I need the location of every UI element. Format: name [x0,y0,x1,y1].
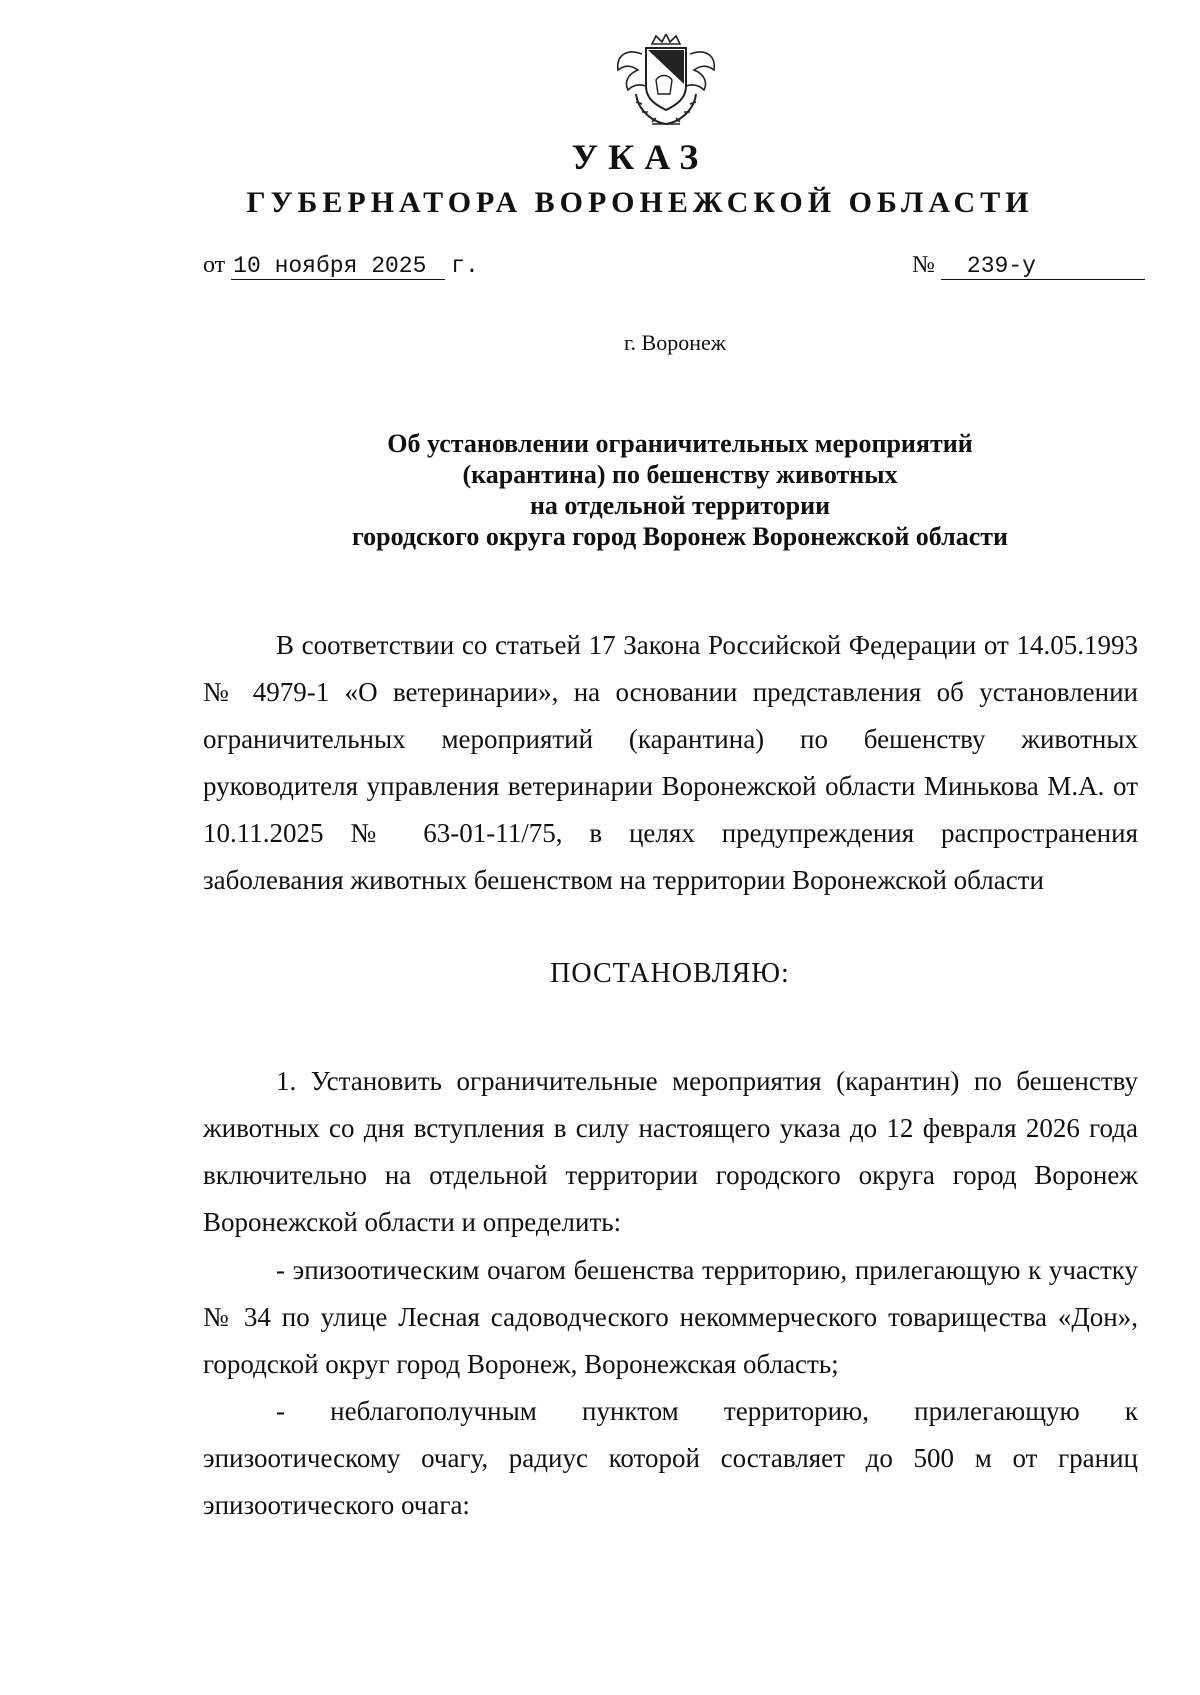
date-prefix: от [203,252,226,278]
number-value: 239-у [966,253,1036,279]
date-value: 10 ноября 2025 [233,253,427,279]
number-prefix: № [912,252,935,278]
subject-line-4: городского округа город Воронеж Воронежской области [351,522,1009,551]
date-field [203,252,479,280]
subject-line-1: Об установлении ограничительных мероприятий [387,429,973,458]
decree-heading: ПОСТАНОВЛЯЮ: [550,958,790,989]
city-name: г. Воронеж [624,330,726,355]
item-1-paragraph: 1. Установить ограничительные мероприятия (карантин) по бешенству животных со дня вступления в силу настоящего указа до 12 февраля 2026 года включительно на отдельной территории городского округа город Воронеж Воронежской области и определить: [203,1066,1138,1237]
number-field [912,252,1145,280]
document-subtitle: ГУБЕРНАТОРА ВОРОНЕЖСКОЙ ОБЛАСТИ [246,186,1034,219]
subject-line-2: (карантина) по бешенству животных [462,460,898,489]
preamble-paragraph: В соответствии со статьей 17 Закона Российской Федерации от 14.05.1993 № 4979-1 «О ветеринарии», на основании представления об установлении ограничительных мероприятий (карантина) по бешенству животных руководителя управления ветеринарии Воронежской области Минькова М.А. от 10.11.2025 № 63-01-11/75, в целях предупреждения распространения заболевания животных бешенством на территории Воронежской области [203,630,1138,895]
date-value-line [231,252,445,280]
coat-of-arms-emblem [612,34,720,130]
date-suffix: г. [451,253,479,279]
document-title: УКАЗ [571,137,709,177]
item-1a-paragraph: - эпизоотическим очагом бешенства территорию, прилегающую к участку № 34 по улице Лесная садоводческого некоммерческого товарищества «Дон», городской округ город Воронеж, Воронежская область; [203,1255,1138,1379]
document-subject [280,428,1080,552]
item-1b-paragraph: - неблагополучным пунктом территорию, прилегающую к эпизоотическому очагу, радиус которой составляет до 500 м от границ эпизоотического очага: [203,1396,1138,1520]
number-value-line [941,252,1145,280]
subject-line-3: на отдельной территории [529,491,831,520]
